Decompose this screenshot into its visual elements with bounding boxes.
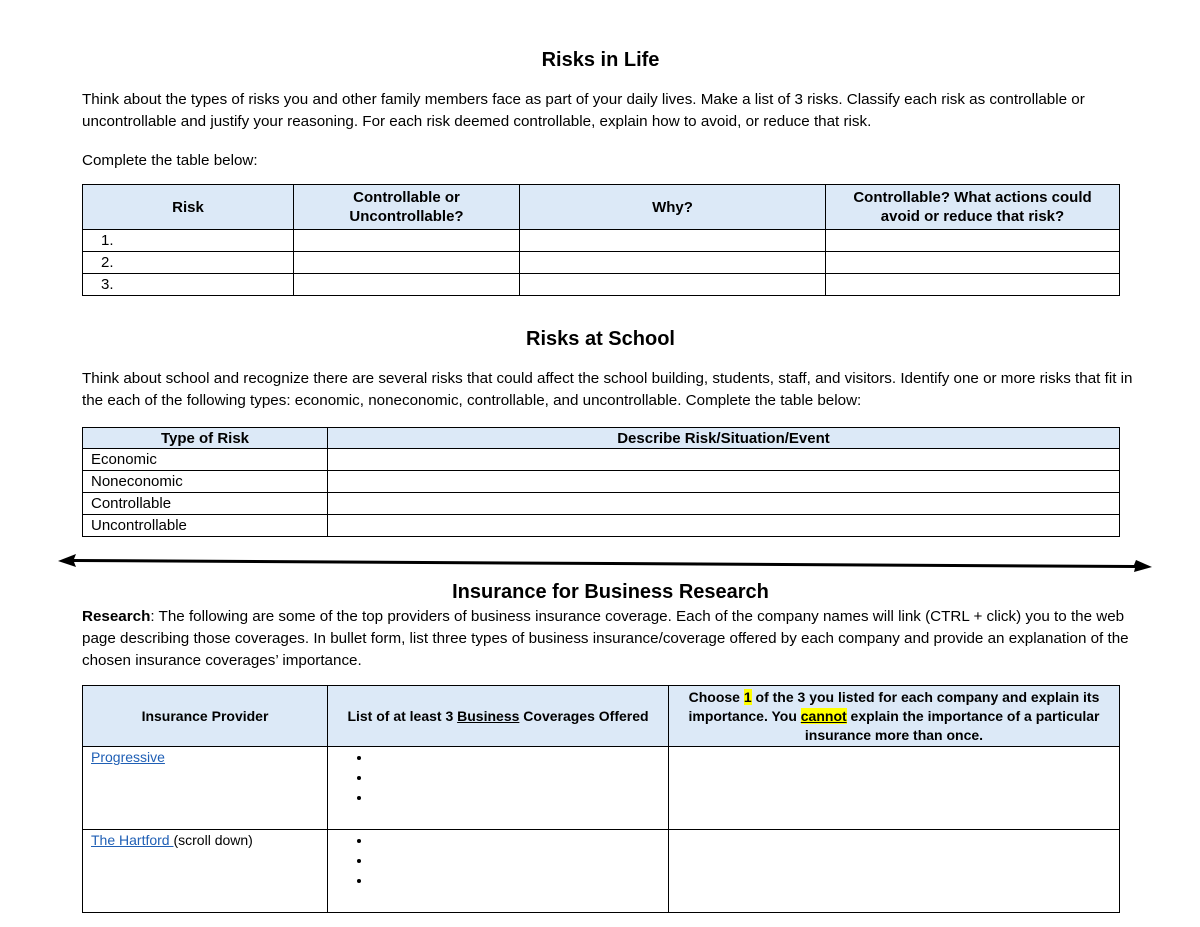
provider-cell	[83, 830, 328, 913]
insurance-table	[82, 685, 1120, 913]
cell-blank[interactable]	[826, 230, 1120, 252]
cell-blank[interactable]	[826, 252, 1120, 274]
header-choose: Choose 1 of the 3 you listed for each company and explain its importance. You cannot explain the importance of a particular insurance more than once.	[669, 686, 1120, 747]
cell-blank[interactable]	[669, 830, 1120, 913]
risk-type: Controllable	[83, 493, 328, 515]
cell-blank[interactable]	[328, 515, 1120, 537]
cell-blank[interactable]	[520, 230, 826, 252]
provider-link-progressive[interactable]: Progressive	[91, 749, 165, 765]
section3-research	[82, 606, 1142, 672]
bullet	[372, 832, 660, 852]
cell-blank[interactable]	[328, 449, 1120, 471]
table-row	[83, 252, 1120, 274]
table-row	[83, 449, 1120, 471]
header-actions: Controllable? What actions could avoid or reduce that risk?	[826, 185, 1120, 230]
risks-at-school-table	[82, 427, 1120, 537]
bullet	[372, 872, 660, 892]
cell-blank[interactable]	[328, 493, 1120, 515]
research-label: Research	[82, 608, 151, 625]
section1-instruction: Complete the table below:	[82, 152, 258, 169]
header-controllable: Controllable or Uncontrollable?	[294, 185, 520, 230]
table-row	[83, 830, 1120, 913]
cell-blank[interactable]	[294, 252, 520, 274]
bullet	[372, 769, 660, 789]
cell-blank[interactable]	[294, 274, 520, 296]
double-arrow-divider	[58, 553, 1152, 573]
section2-title: Risks at School	[526, 328, 675, 350]
section3-title: Insurance for Business Research	[452, 581, 769, 603]
provider-link-hartford[interactable]: The Hartford	[91, 832, 174, 848]
table-row	[83, 747, 1120, 830]
section2-intro: Think about school and recognize there are several risks that could affect the school building, students, staff, and visitors. Identify one or more risks that fit in the each of the following types: economic, noneconomic, controllable, and uncontrollable. Complete the table below:	[82, 370, 1133, 409]
section1-intro: Think about the types of risks you and other family members face as part of your daily lives. Make a list of 3 risks. Classify each risk as controllable or uncontrollable and justify your reasoning. For each risk deemed controllable, explain how to avoid, or reduce that risk.	[82, 91, 1085, 130]
cell-blank[interactable]	[520, 274, 826, 296]
row-number: 1.	[83, 230, 294, 252]
risk-type: Noneconomic	[83, 471, 328, 493]
table-row	[83, 230, 1120, 252]
table-row	[83, 471, 1120, 493]
bullet	[372, 749, 660, 769]
row-number: 3.	[83, 274, 294, 296]
header-why: Why?	[520, 185, 826, 230]
header-coverages: List of at least 3 Business Coverages Offered	[328, 686, 669, 747]
section1-title: Risks in Life	[541, 49, 660, 71]
cell-blank[interactable]	[826, 274, 1120, 296]
research-text: : The following are some of the top providers of business insurance coverage. Each of the company names will link (CTRL + click) you to the web page describing those coverages. In bullet form, list three types of business insurance/coverage offered by each company and provide an explanation of the chosen insurance coverages’ importance.	[82, 608, 1129, 669]
table-row	[83, 515, 1120, 537]
cell-blank[interactable]	[520, 252, 826, 274]
risks-in-life-table	[82, 184, 1120, 296]
cell-blank[interactable]	[328, 471, 1120, 493]
header-risk: Risk	[83, 185, 294, 230]
provider-note: (scroll down)	[173, 832, 253, 848]
header-provider: Insurance Provider	[83, 686, 328, 747]
table-row	[83, 493, 1120, 515]
bullet	[372, 852, 660, 872]
row-number: 2.	[83, 252, 294, 274]
header-type-of-risk: Type of Risk	[83, 428, 328, 449]
coverage-list-cell[interactable]	[328, 747, 669, 830]
bullet	[372, 789, 660, 809]
cell-blank[interactable]	[294, 230, 520, 252]
provider-cell	[83, 747, 328, 830]
risk-type: Uncontrollable	[83, 515, 328, 537]
table-row	[83, 274, 1120, 296]
header-describe: Describe Risk/Situation/Event	[328, 428, 1120, 449]
cell-blank[interactable]	[669, 747, 1120, 830]
risk-type: Economic	[83, 449, 328, 471]
coverage-list-cell[interactable]	[328, 830, 669, 913]
